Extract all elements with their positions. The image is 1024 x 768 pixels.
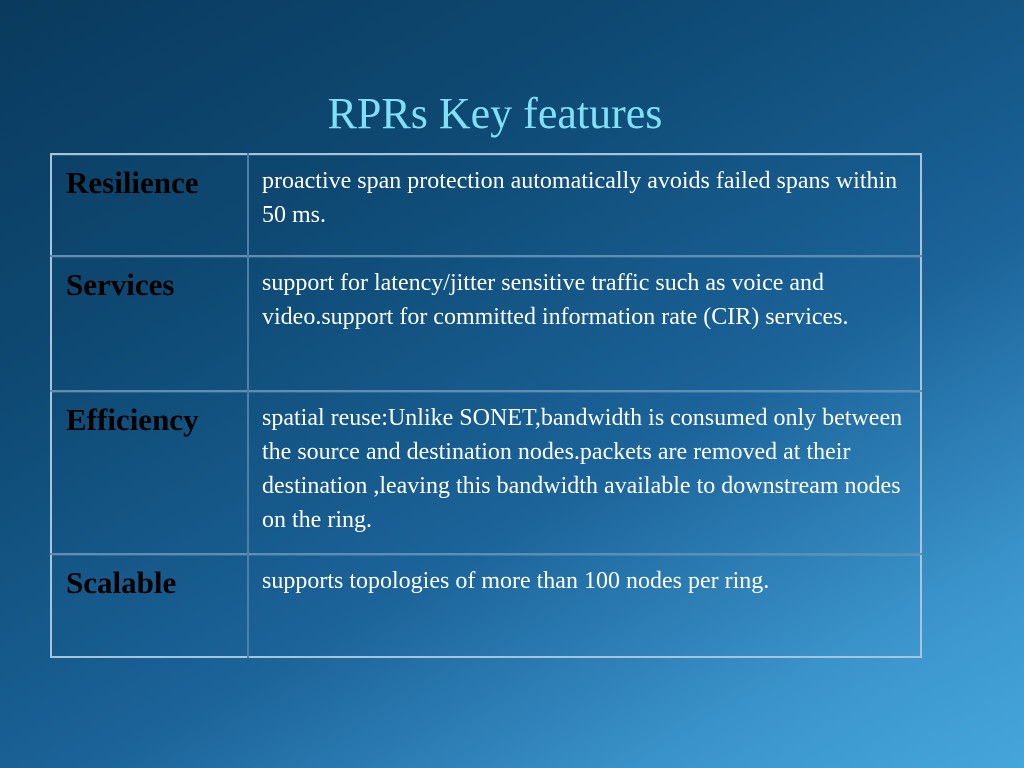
feature-description: proactive span protection automatically avoids failed spans within 50 ms. [248,154,921,256]
feature-name: Scalable [51,554,248,657]
table-row [51,256,921,391]
feature-description: spatial reuse:Unlike SONET,bandwidth is consumed only between the source and destination nodes.packets are removed at their destination ,leaving this bandwidth available to downstream nodes on the ring. [248,391,921,554]
table-row [51,554,921,657]
table-row [51,391,921,554]
table-row [51,154,921,256]
feature-description: support for latency/jitter sensitive traffic such as voice and video.support for committed information rate (CIR) services. [248,256,921,391]
slide-title: RPRs Key features [327,89,663,138]
feature-description: supports topologies of more than 100 nodes per ring. [248,554,921,657]
feature-name: Services [51,256,248,391]
feature-name: Efficiency [51,391,248,554]
feature-name: Resilience [51,154,248,256]
features-table [50,153,922,658]
